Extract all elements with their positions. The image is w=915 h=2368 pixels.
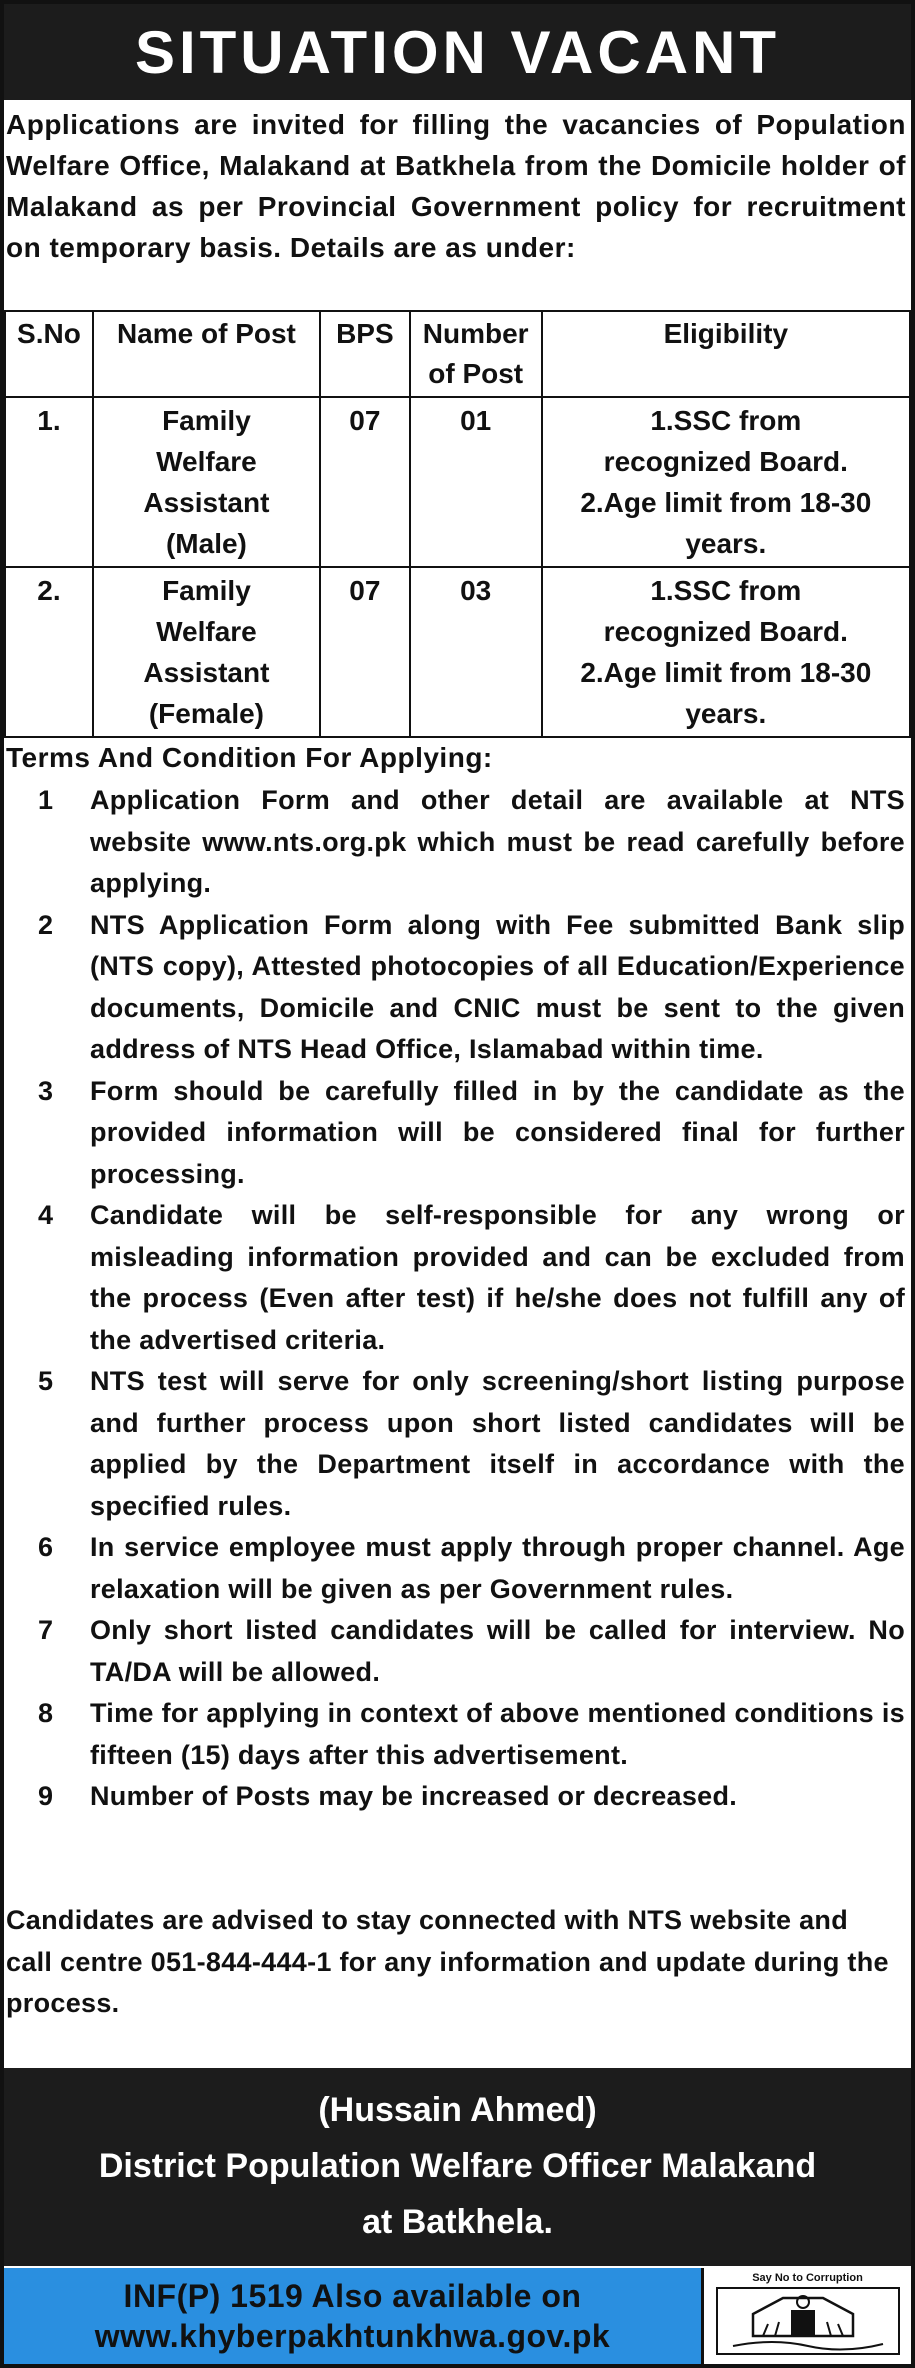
list-item	[20, 1776, 905, 1818]
terms-heading: Terms And Condition For Applying:	[6, 742, 493, 773]
cell-bps: 07	[320, 567, 410, 737]
term-number: 3	[38, 1075, 54, 1106]
cell-post	[93, 567, 320, 737]
post-line: Welfare	[156, 616, 257, 647]
intro-paragraph: Applications are invited for filling the vacancies of Population Welfare Office, Malakand at Batkhela from the Domicile holder of Malakand as per Provincial Government policy for recruitment on temporary basis. Details are as under:	[6, 109, 906, 263]
term-text: Number of Posts may be increased or decreased.	[90, 1781, 738, 1811]
eligibility-line: 2.Age limit from 18-30	[580, 487, 872, 518]
cell-sno: 1.	[5, 397, 93, 567]
term-text: Candidate will be self-responsible for any wrong or misleading information provided and can be excluded from the process (Even after test) if he/she does not fulfill any of the advertised criteria.	[90, 1200, 905, 1355]
eligibility-line: years.	[685, 698, 767, 729]
eligibility-line: recognized Board.	[603, 446, 848, 477]
table-row	[5, 567, 910, 737]
eligibility-line: 1.SSC from	[650, 405, 802, 436]
cell-bps: 07	[320, 397, 410, 567]
post-line: Assistant	[143, 657, 270, 688]
closing-paragraph: Candidates are advised to stay connected with NTS website and call centre 051-844-444-1 for any information and update during the process.	[6, 1905, 889, 2018]
header-sno: S.No	[5, 311, 93, 397]
term-text: Only short listed candidates will be called for interview. No TA/DA will be allowed.	[90, 1615, 905, 1687]
term-number: 7	[38, 1615, 54, 1645]
cell-number: 03	[410, 567, 542, 737]
post-line: Family	[162, 575, 251, 606]
anti-corruption-emblem-icon	[713, 2286, 903, 2358]
post-line: Welfare	[156, 446, 257, 477]
list-item	[20, 1361, 905, 1527]
term-number: 9	[38, 1781, 54, 1811]
header-number-of-post	[410, 311, 542, 397]
signature-block	[4, 2068, 911, 2266]
cell-post	[93, 397, 320, 567]
term-number: 1	[38, 785, 54, 815]
term-text: NTS test will serve for only screening/short listing purpose and further process upon short listed candidates will be applied by the Department itself in accordance with the specified rules.	[90, 1366, 905, 1521]
header-number-line2: of Post	[428, 358, 524, 389]
table-header-row	[5, 311, 910, 397]
logo-slogan: Say No to Corruption	[752, 2272, 863, 2284]
term-text: Time for applying in context of above mentioned conditions is fifteen (15) days after this advertisement.	[90, 1698, 905, 1770]
eligibility-line: recognized Board.	[603, 616, 848, 647]
post-line: (Male)	[165, 528, 247, 559]
header-eligibility: Eligibility	[542, 311, 910, 397]
signatory-name: (Hussain Ahmed)	[318, 2091, 597, 2129]
vacancy-table	[4, 310, 911, 738]
post-line: (Female)	[148, 698, 264, 729]
terms-list	[20, 780, 905, 1818]
cell-eligibility	[542, 397, 910, 567]
header-bps: BPS	[320, 311, 410, 397]
post-line: Family	[162, 405, 251, 436]
list-item	[20, 905, 905, 1071]
term-number: 6	[38, 1532, 54, 1562]
term-text: In service employee must apply through proper channel. Age relaxation will be given as per Government rules.	[90, 1532, 905, 1604]
term-number: 2	[38, 909, 54, 940]
list-item	[20, 1195, 905, 1361]
list-item	[20, 1610, 905, 1693]
page-title: SITUATION VACANT	[134, 18, 781, 86]
cell-sno: 2.	[5, 567, 93, 737]
signatory-location: at Batkhela.	[362, 2203, 553, 2241]
footer	[4, 2268, 911, 2364]
table-row	[5, 397, 910, 567]
heading-banner	[4, 4, 911, 100]
list-item	[20, 780, 905, 905]
term-number: 8	[38, 1698, 54, 1728]
term-text: NTS Application Form along with Fee submitted Bank slip (NTS copy), Attested photocopies of all Education/Experience documents, Domicile and CNIC must be sent to the given address of NTS Head Office, Islamabad within time.	[90, 909, 905, 1064]
anti-corruption-logo	[701, 2268, 911, 2364]
cell-number: 01	[410, 397, 542, 567]
term-text: Form should be carefully filled in by the candidate as the provided information will be considered final for further processing.	[90, 1075, 905, 1189]
eligibility-line: 2.Age limit from 18-30	[580, 657, 872, 688]
signatory-designation: District Population Welfare Officer Malakand	[98, 2147, 817, 2185]
eligibility-line: years.	[685, 528, 767, 559]
list-item	[20, 1693, 905, 1776]
footer-website-link[interactable]: www.khyberpakhtunkhwa.gov.pk	[94, 2318, 611, 2354]
list-item	[20, 1527, 905, 1610]
term-number: 4	[38, 1200, 54, 1230]
term-text: Application Form and other detail are available at NTS website www.nts.org.pk which must be read carefully before applying.	[90, 785, 905, 898]
footer-reference: INF(P) 1519 Also available on	[123, 2278, 582, 2314]
header-post: Name of Post	[93, 311, 320, 397]
cell-eligibility	[542, 567, 910, 737]
header-number-line1: Number	[422, 318, 529, 349]
term-number: 5	[38, 1366, 54, 1396]
eligibility-line: 1.SSC from	[650, 575, 802, 606]
footer-info	[4, 2268, 701, 2364]
list-item	[20, 1071, 905, 1196]
post-line: Assistant	[143, 487, 270, 518]
